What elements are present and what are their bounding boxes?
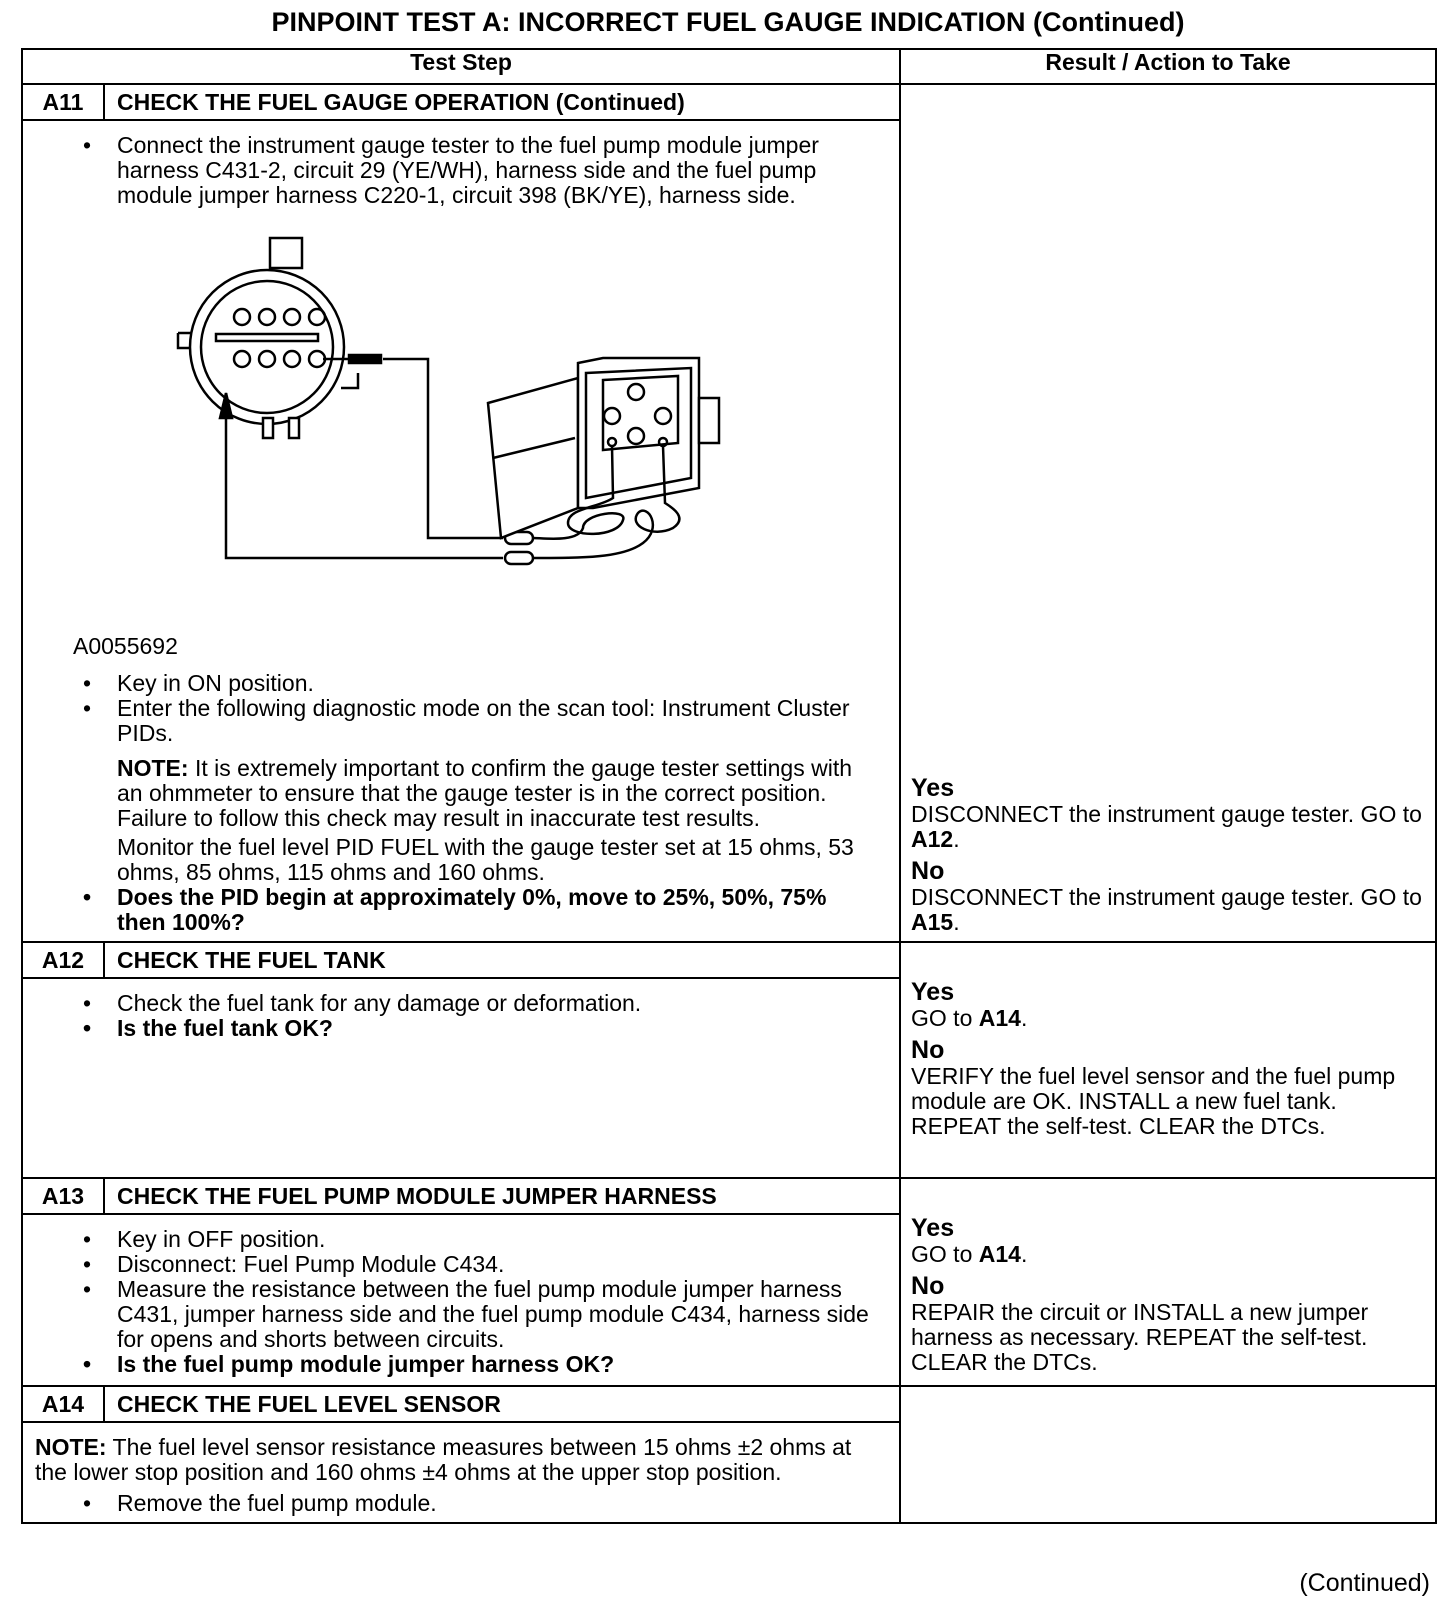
result-a14 [900, 1386, 1436, 1523]
yes-label: Yes [911, 978, 955, 1006]
no-label: No [911, 1036, 945, 1064]
note: NOTE: The fuel level sensor resistance measures between 15 ohms ±2 ohms at the lower stop position and 160 ohms ±4 ohms at the upper stop position. [35, 1434, 852, 1485]
list-item: • Remove the fuel pump module. [117, 1491, 879, 1516]
question: • Is the fuel pump module jumper harness OK? [117, 1352, 879, 1377]
continued-footer: (Continued) [1299, 1569, 1430, 1597]
step-id-a11: A11 [22, 84, 104, 120]
step-title-a14: CHECK THE FUEL LEVEL SENSOR [104, 1386, 900, 1422]
step-a14-title-row [22, 1386, 1436, 1422]
step-title-a13: CHECK THE FUEL PUMP MODULE JUMPER HARNESS [104, 1178, 900, 1214]
step-a11-title-row [22, 84, 1436, 120]
gauge-tester-connection-illustration [23, 208, 783, 628]
no-action: VERIFY the fuel level sensor and the fuel pump module are OK. INSTALL a new fuel tank. REPEAT the self-test. CLEAR the DTCs. [911, 1063, 1396, 1139]
yes-action: GO to A14. [911, 1005, 1028, 1031]
question: • Is the fuel tank OK? [117, 1016, 879, 1041]
no-action: DISCONNECT the instrument gauge tester. GO to A15. [911, 884, 1422, 935]
gauge-tester-icon [578, 358, 699, 508]
no-label: No [911, 1272, 945, 1300]
connector-diagram [23, 208, 879, 628]
list-item: • Check the fuel tank for any damage or deformation. [117, 991, 879, 1016]
result-a13 [900, 1178, 1436, 1386]
step-id-a12: A12 [22, 942, 104, 978]
question: • Does the PID begin at approximately 0%, move to 25%, 50%, 75% then 100%? [117, 885, 879, 935]
step-title-a11: CHECK THE FUEL GAUGE OPERATION (Continued) [104, 84, 900, 120]
step-a12-title-row [22, 942, 1436, 978]
list-item: • Key in ON position. [117, 671, 879, 696]
pinpoint-test-table [21, 48, 1437, 1524]
step-a13-title-row [22, 1178, 1436, 1214]
step-body-a11 [22, 120, 900, 942]
yes-label: Yes [911, 774, 955, 802]
no-action: REPAIR the circuit or INSTALL a new jumper harness as necessary. REPEAT the self-test. CLEAR the DTCs. [911, 1299, 1369, 1375]
fuel-pump-connector-icon [190, 270, 344, 424]
page-title: PINPOINT TEST A: INCORRECT FUEL GAUGE INDICATION (Continued) [271, 7, 1185, 37]
step-body-a12 [22, 978, 900, 1178]
list-item: • Disconnect: Fuel Pump Module C434. [117, 1252, 879, 1277]
yes-action: DISCONNECT the instrument gauge tester. GO to A12. [911, 801, 1422, 852]
step-body-a13 [22, 1214, 900, 1386]
test-step-header: Test Step [22, 49, 900, 84]
list-item: • Enter the following diagnostic mode on the scan tool: Instrument Cluster PIDs. [117, 696, 879, 746]
step-id-a14: A14 [22, 1386, 104, 1422]
connector-latch-icon [270, 238, 302, 268]
result-a11 [900, 84, 1436, 942]
yes-label: Yes [911, 1214, 955, 1242]
table-header-row [22, 49, 1436, 84]
result-a12 [900, 942, 1436, 1178]
list-item: • Measure the resistance between the fuel pump module jumper harness C431, jumper harness side and the fuel pump module C434, harness side for opens and shorts between circuits. [117, 1277, 879, 1352]
no-label: No [911, 857, 945, 885]
yes-action: GO to A14. [911, 1241, 1028, 1267]
note: NOTE: It is extremely important to confirm the gauge tester settings with an ohmmeter to ensure that the gauge tester is in the correct position. Failure to follow this check may result in inaccurate test results. [117, 755, 853, 831]
step-title-a12: CHECK THE FUEL TANK [104, 942, 900, 978]
monitor-text: Monitor the fuel level PID FUEL with the gauge tester set at 15 ohms, 53 ohms, 85 ohms, 115 ohms and 160 ohms. [117, 834, 854, 885]
gauge-tester-lid-icon [488, 378, 578, 538]
step-id-a13: A13 [22, 1178, 104, 1214]
step-body-a14 [22, 1422, 900, 1523]
figure-id: A0055692 [73, 633, 178, 659]
list-item: • Key in OFF position. [117, 1227, 879, 1252]
result-header: Result / Action to Take [900, 49, 1436, 84]
list-item: • Connect the instrument gauge tester to the fuel pump module jumper harness C431-2, circuit 29 (YE/WH), harness side and the fuel pump module jumper harness C220-1, circuit 398 (BK/YE), harness side. [117, 133, 879, 208]
